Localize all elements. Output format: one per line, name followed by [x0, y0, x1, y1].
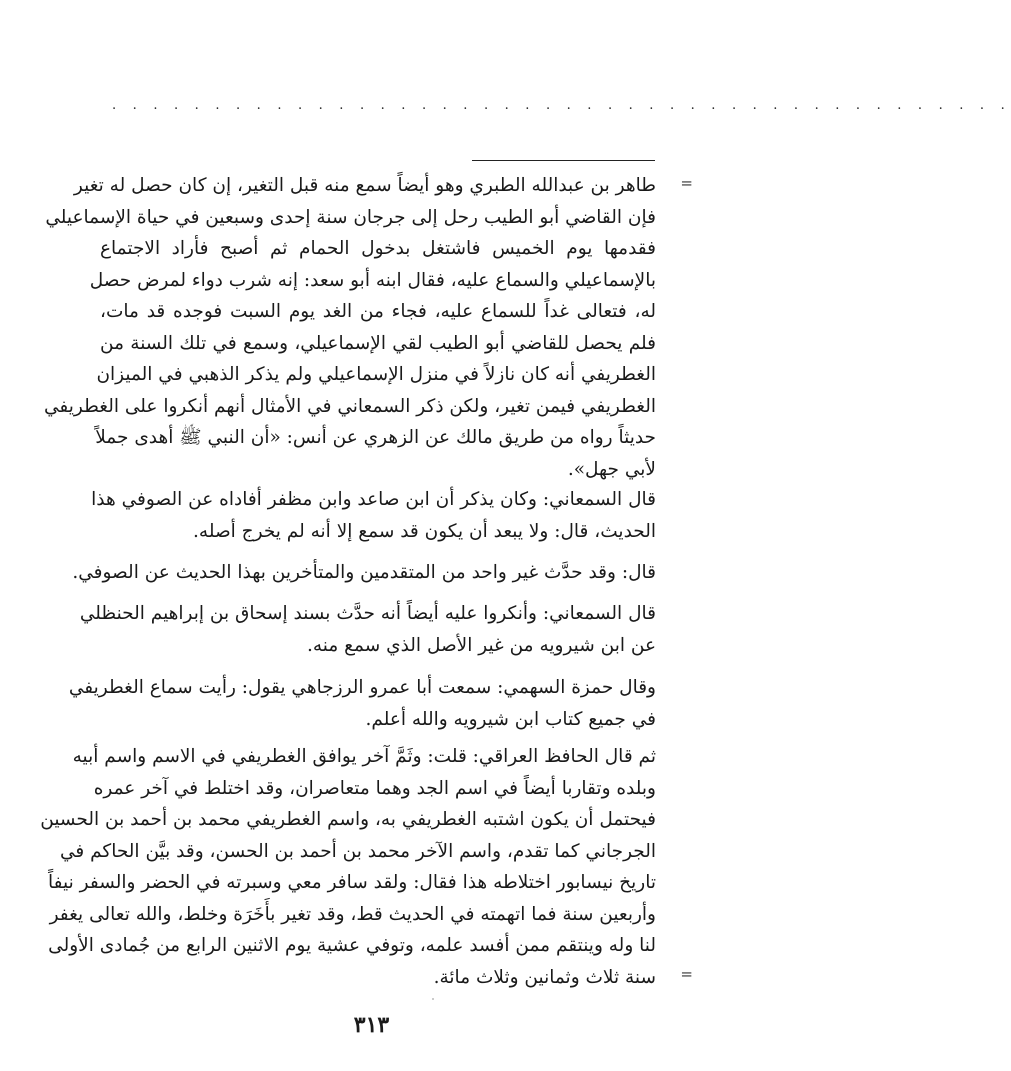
text-line: الحديث، قال: ولا يبعد أن يكون قد سمع إلا أنه لم يخرج أصله. — [193, 520, 656, 542]
paragraph-2 — [91, 484, 656, 547]
margin-mark-bottom: = — [680, 965, 693, 983]
text-line: لأبي جهل». — [567, 458, 656, 480]
text-line: سنة ثلاث وثمانين وثلاث مائة. — [433, 966, 656, 988]
text-line: في جميع كتاب ابن شيرويه والله أعلم. — [365, 708, 656, 730]
text-line: بالإسماعيلي والسماع عليه، فقال ابنه أبو سعد: إنه شرب دواء لمرض حصل — [89, 269, 656, 291]
paragraph-3 — [72, 557, 656, 589]
text-line: الغطريفي أنه كان نازلاً في منزل الإسماعيلي ولم يذكر الذهبي في الميزان — [96, 364, 656, 385]
paragraph-6 — [40, 741, 656, 993]
text-line: وقال حمزة السهمي: سمعت أبا عمرو الرزجاهي يقول: رأيت سماع الغطريفي — [68, 677, 656, 698]
text-line: ثم قال الحافظ العراقي: قلت: وثَمَّ آخر يوافق الغطريفي في الاسم واسم أبيه — [72, 746, 656, 767]
text-line: عن ابن شيرويه من غير الأصل الذي سمع منه. — [307, 634, 656, 656]
margin-mark-top: = — [680, 174, 693, 192]
text-line: فقدمها يوم الخميس فاشتغل بدخول الحمام ثم أصبح فأراد الاجتماع — [100, 238, 656, 259]
footnote-separator-rule — [472, 160, 655, 161]
text-line: فيحتمل أن يكون اشتبه الغطريفي به، واسم الغطريفي محمد بن أحمد بن الحسين — [40, 809, 656, 830]
text-line: قال السمعاني: وأنكروا عليه أيضاً أنه حدَّث بسند إسحاق بن إبراهيم الحنظلي — [79, 603, 656, 624]
paragraph-1 — [44, 170, 656, 485]
text-line: لنا وله وينتقم ممن أفسد علمه، وتوفي عشية يوم الاثنين الرابع من جُمادى الأولى — [48, 935, 656, 956]
text-line: له، فتعالى غداً للسماع عليه، فجاء من الغد يوم السبت فوجده قد مات، — [100, 301, 656, 322]
text-line: قال السمعاني: وكان يذكر أن ابن صاعد وابن مظفر أفاداه عن الصوفي هذا — [91, 489, 656, 510]
text-line: طاهر بن عبدالله الطبري وهو أيضاً سمع منه قبل التغير، إن كان حصل له تغير — [73, 175, 656, 196]
scan-speck — [432, 998, 434, 1000]
text-line: قال: وقد حدَّث غير واحد من المتقدمين والمتأخرين بهذا الحديث عن الصوفي. — [72, 562, 656, 583]
paragraph-4 — [79, 598, 656, 661]
text-line: الغطريفي فيمن تغير، ولكن ذكر السمعاني في الأمثال أنهم أنكروا على الغطريفي — [44, 395, 656, 417]
paragraph-5 — [68, 672, 656, 735]
text-line: وبلده وتقاربا أيضاً في اسم الجد وهما متعاصران، وقد اختلط في آخر عمره — [93, 777, 656, 799]
text-line: حديثاً رواه من طريق مالك عن الزهري عن أنس: «أن النبي ﷺ أهدى جملاً — [95, 427, 656, 448]
text-line: الجرجاني كما تقدم، واسم الآخر محمد بن أحمد بن الحسن، وقد بيَّن الحاكم في — [59, 840, 656, 862]
text-line: وأربعين سنة فما اتهمته في الحديث قط، وقد تغير بأَخَرَة وخلط، والله تعالى يغفر — [49, 903, 656, 925]
text-line: فلم يحصل للقاضي أبو الطيب لقي الإسماعيلي، وسمع في تلك السنة من — [100, 332, 656, 354]
text-line: تاريخ نيسابور اختلاطه هذا فقال: ولقد سافر معي وسبرته في الحضر والسفر نيفاً — [48, 872, 656, 893]
header-dotted-line: . . . . . . . . . . . . . . . . . . . . . . . . . . . . . . . . . . . . . . . . . . . . — [112, 98, 1011, 113]
page-number: ٣١٣ — [353, 1012, 390, 1038]
text-line: فإن القاضي أبو الطيب رحل إلى جرجان سنة إحدى وسبعين في حياة الإسماعيلي — [45, 206, 656, 228]
